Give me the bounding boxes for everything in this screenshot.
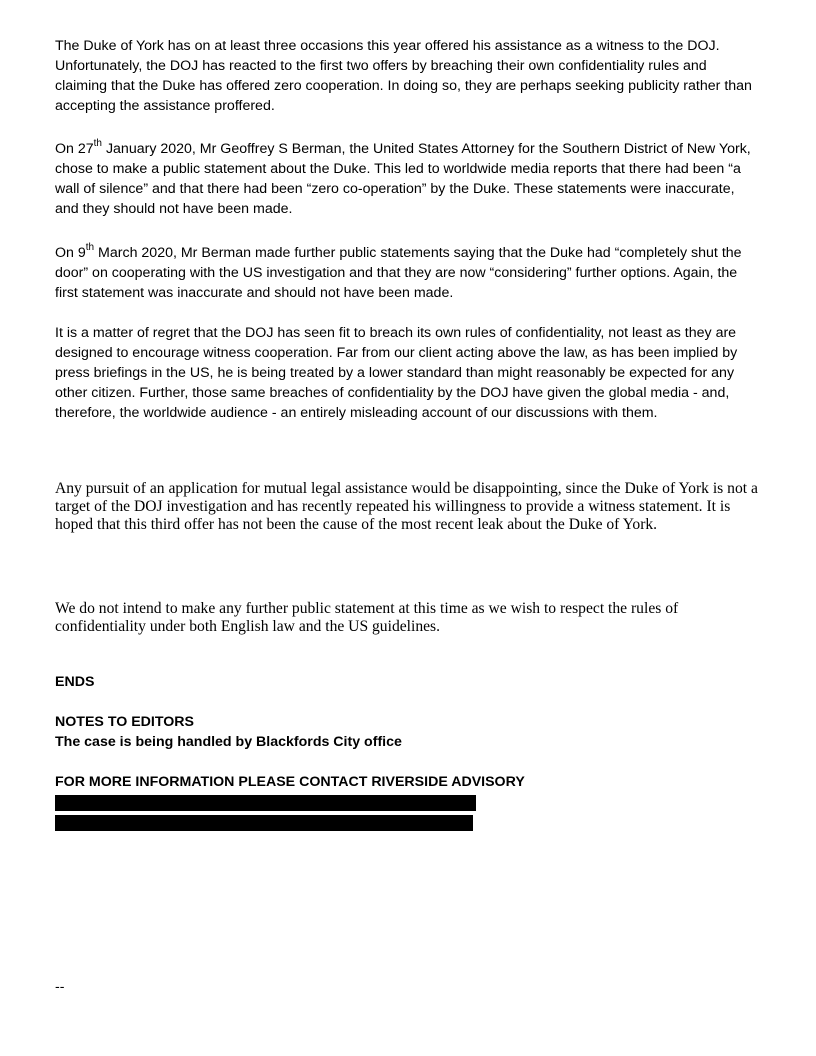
paragraph-january-lead: On 27 — [55, 141, 94, 157]
ordinal-suffix: th — [85, 242, 95, 253]
ends-marker: ENDS — [55, 674, 95, 690]
paragraph-no-further-statement: We do not intend to make any further public statement at this time as we wish to respect the rules of confidentiality under both English law and the US guidelines. — [55, 600, 679, 635]
paragraph-mutual-legal-assistance: Any pursuit of an application for mutual legal assistance would be disappointing, since the Duke of York is not a target of the DOJ investigation and has recently repeated his willingness to provide a witness statement. It is hoped that this third offer has not been the cause of the most recent leak about the Duke of York. — [55, 480, 758, 533]
paragraph-confidentiality-regret: It is a matter of regret that the DOJ has seen fit to breach its own rules of confidentiality, not least as they are designed to encourage witness cooperation. Far from our client acting above the law, as has been implied by press briefings in the US, he is being treated by a lower standard than might reasonably be expected for any other citizen. Further, those same breaches of confidentiality by the DOJ have given the global media - and, therefore, the worldwide audience - an entirely misleading account of our discussions with them. — [55, 325, 738, 421]
paragraph-january-statement — [55, 139, 760, 219]
paragraph-march-statement — [55, 243, 760, 303]
paragraph-march-lead: On 9 — [55, 245, 86, 261]
ordinal-suffix: th — [93, 138, 102, 149]
signature-separator: -- — [55, 979, 65, 995]
paragraph-doj-offers: The Duke of York has on at least three occasions this year offered his assistance as a witness to the DOJ. Unfortunately, the DOJ has reacted to the first two offers by breaching their own confidentiality rules and claiming that the Duke has offered zero cooperation. In doing so, they are perhaps seeking publicity rather than accepting the assistance proffered. — [55, 38, 752, 114]
paragraph-march-rest: March 2020, Mr Berman made further public statements saying that the Duke had “completely shut the door” on cooperating with the US investigation and that they are now “considering” further options. Again, the first statement was inaccurate and should not have been made. — [55, 245, 742, 301]
contact-heading: FOR MORE INFORMATION PLEASE CONTACT RIVERSIDE ADVISORY — [55, 774, 525, 790]
redaction-bar — [55, 815, 473, 831]
notes-line: The case is being handled by Blackfords City office — [55, 734, 402, 750]
redaction-bar — [55, 795, 476, 811]
notes-heading: NOTES TO EDITORS — [55, 714, 195, 730]
paragraph-january-rest: January 2020, Mr Geoffrey S Berman, the United States Attorney for the Southern District of New York, chose to make a public statement about the Duke. This led to worldwide media reports that there had been “a wall of silence” and that there had been “zero co-operation” by the Duke. These statements were inaccurate, and they should not have been made. — [55, 141, 751, 217]
